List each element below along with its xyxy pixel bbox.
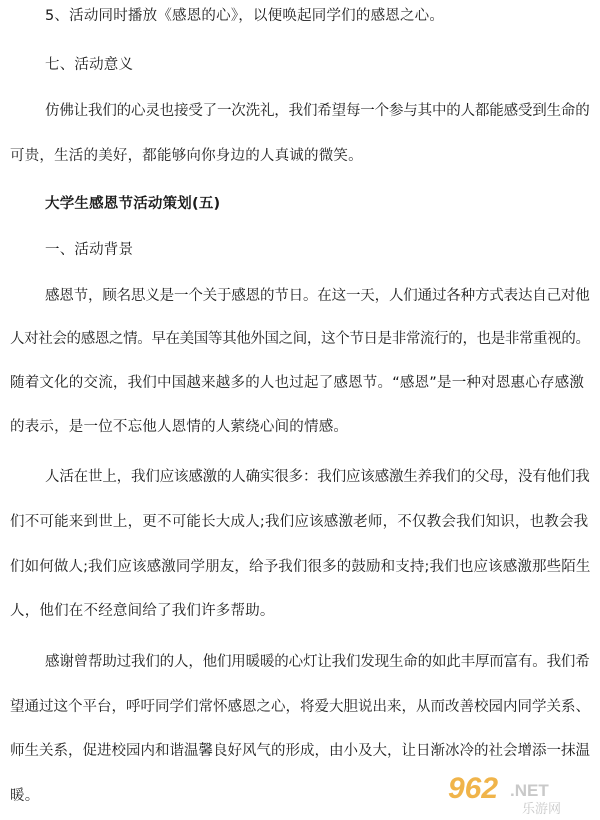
- paragraph-line: 望通过这个平台，呼吁同学们常怀感恩之心，将爱大胆说出来，从而改善校园内同学关系、: [10, 699, 590, 715]
- paragraph-line: 感恩节，顾名思义是一个关于感恩的节日。在这一天，人们通过各种方式表达自己对他: [45, 288, 590, 304]
- watermark-site-name: 乐游网: [522, 802, 562, 816]
- paragraph-line: 们不可能来到世上，更不可能长大成人;我们应该感激老师，不仅教会我们知识，也教会我: [10, 514, 589, 530]
- section-heading: 一、活动背景: [45, 242, 134, 258]
- watermark-logo-graphic: [444, 768, 594, 816]
- paragraph-line: 师生关系，促进校园内和谐温馨良好风气的形成，由小及大，让日渐冰冷的社会增添一抹温: [10, 743, 590, 759]
- paragraph-line: 暖。: [10, 788, 40, 804]
- paragraph-line: 5、活动同时播放《感恩的心》，以便唤起同学们的感恩之心。: [45, 8, 445, 24]
- paragraph-line: 可贵，生活的美好，都能够向你身边的人真诚的微笑。: [10, 148, 363, 164]
- paragraph-line: 的表示，是一位不忘他人恩情的人萦绕心间的情感。: [10, 419, 349, 435]
- paragraph-line: 人活在世上，我们应该感激的人确实很多：我们应该感激生养我们的父母，没有他们我: [45, 469, 590, 485]
- paragraph-line: 人对社会的感恩之情。早在美国等其他外国之间，这个节日是非常流行的，也是非常重视的。: [10, 331, 590, 347]
- paragraph-line: 随着文化的交流，我们中国越来越多的人也过起了感恩节。“感恩”是一种对恩惠心存感激: [10, 375, 585, 391]
- paragraph-line: 们如何做人;我们应该感激同学朋友，给予我们很多的鼓励和支持;我们也应该感激那些陌生: [10, 559, 591, 575]
- article-title: 大学生感恩节活动策划(五): [45, 196, 221, 212]
- site-watermark-logo: [444, 768, 594, 816]
- section-heading: 七、活动意义: [45, 57, 134, 73]
- watermark-domain: .NET: [510, 781, 549, 800]
- watermark-logo-number: 962: [448, 772, 499, 805]
- paragraph-line: 仿佛让我们的心灵也接受了一次洗礼，我们希望每一个参与其中的人都能感受到生命的: [45, 103, 590, 119]
- paragraph-line: 感谢曾帮助过我们的人，他们用暖暖的心灯让我们发现生命的如此丰厚而富有。我们希: [45, 654, 590, 670]
- paragraph-line: 人，他们在不经意间给了我们许多帮助。: [10, 603, 275, 619]
